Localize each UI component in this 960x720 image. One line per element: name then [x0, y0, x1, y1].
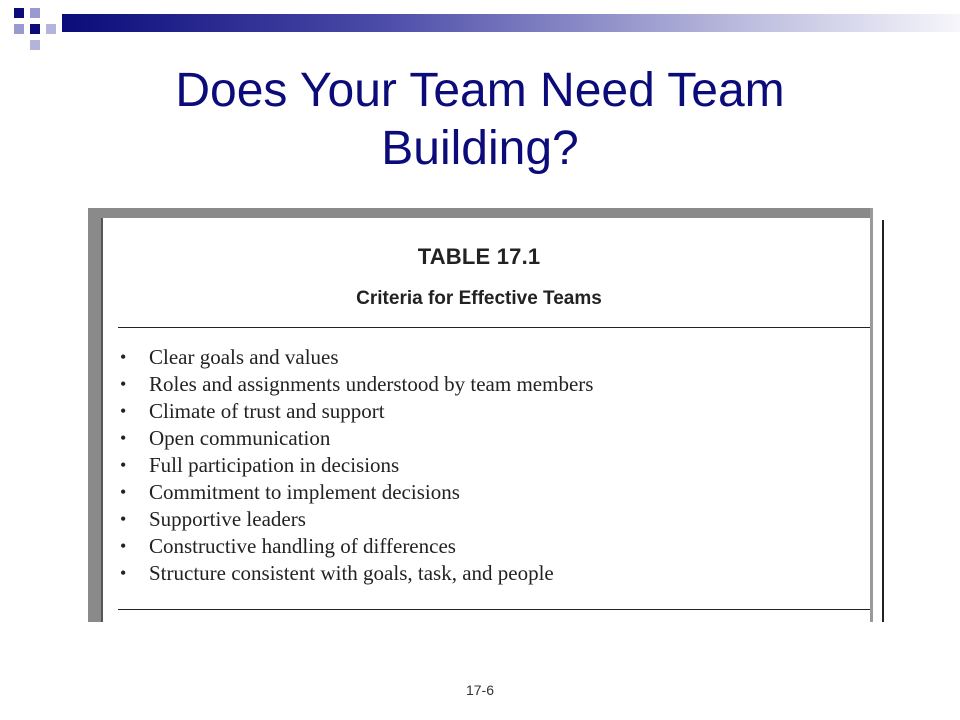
- bullet-icon: •: [120, 563, 127, 583]
- bullet-icon: •: [120, 374, 127, 394]
- bullet-icon: •: [120, 401, 127, 421]
- criteria-text: Commitment to implement decisions: [149, 480, 460, 504]
- header-gradient-bar: [62, 14, 960, 32]
- bullet-icon: •: [120, 482, 127, 502]
- list-item: [118, 506, 858, 533]
- decor-square: [14, 24, 24, 34]
- criteria-text: Full participation in decisions: [149, 453, 400, 477]
- table-rule-bottom: [118, 609, 870, 610]
- table-image: [88, 208, 892, 622]
- list-item: [118, 398, 858, 425]
- criteria-list: [118, 344, 858, 587]
- decor-square: [30, 8, 40, 18]
- decor-square: [30, 40, 40, 50]
- decor-square: [46, 24, 56, 34]
- bullet-icon: •: [120, 428, 127, 448]
- criteria-text: Clear goals and values: [149, 345, 339, 369]
- bullet-icon: •: [120, 509, 127, 529]
- criteria-text: Constructive handling of differences: [149, 534, 456, 558]
- bullet-icon: •: [120, 347, 127, 367]
- bullet-icon: •: [120, 455, 127, 475]
- decor-square: [14, 8, 24, 18]
- list-item: [118, 425, 858, 452]
- scan-inner-border: [101, 218, 103, 622]
- table-rule-top: [118, 327, 870, 328]
- table-number: TABLE 17.1: [417, 244, 541, 269]
- criteria-text: Supportive leaders: [149, 507, 306, 531]
- list-item: [118, 452, 858, 479]
- list-item: [118, 479, 858, 506]
- scan-shadow-top: [88, 208, 870, 218]
- scan-page-edge: [882, 220, 884, 622]
- criteria-text: Roles and assignments understood by team members: [149, 372, 594, 396]
- table-caption: Criteria for Effective Teams: [356, 288, 602, 309]
- criteria-text: Structure consistent with goals, task, and people: [149, 561, 554, 585]
- scan-shadow-right: [870, 208, 873, 622]
- criteria-text: Climate of trust and support: [149, 399, 385, 423]
- list-item: [118, 560, 858, 587]
- scan-shadow-left: [88, 208, 101, 622]
- list-item: [118, 533, 858, 560]
- slide-title: Does Your Team Need Team Building?: [175, 64, 785, 175]
- bullet-icon: •: [120, 536, 127, 556]
- list-item: [118, 344, 858, 371]
- criteria-text: Open communication: [149, 426, 331, 450]
- slide-number: 17-6: [465, 682, 495, 698]
- decor-square: [30, 24, 40, 34]
- list-item: [118, 371, 858, 398]
